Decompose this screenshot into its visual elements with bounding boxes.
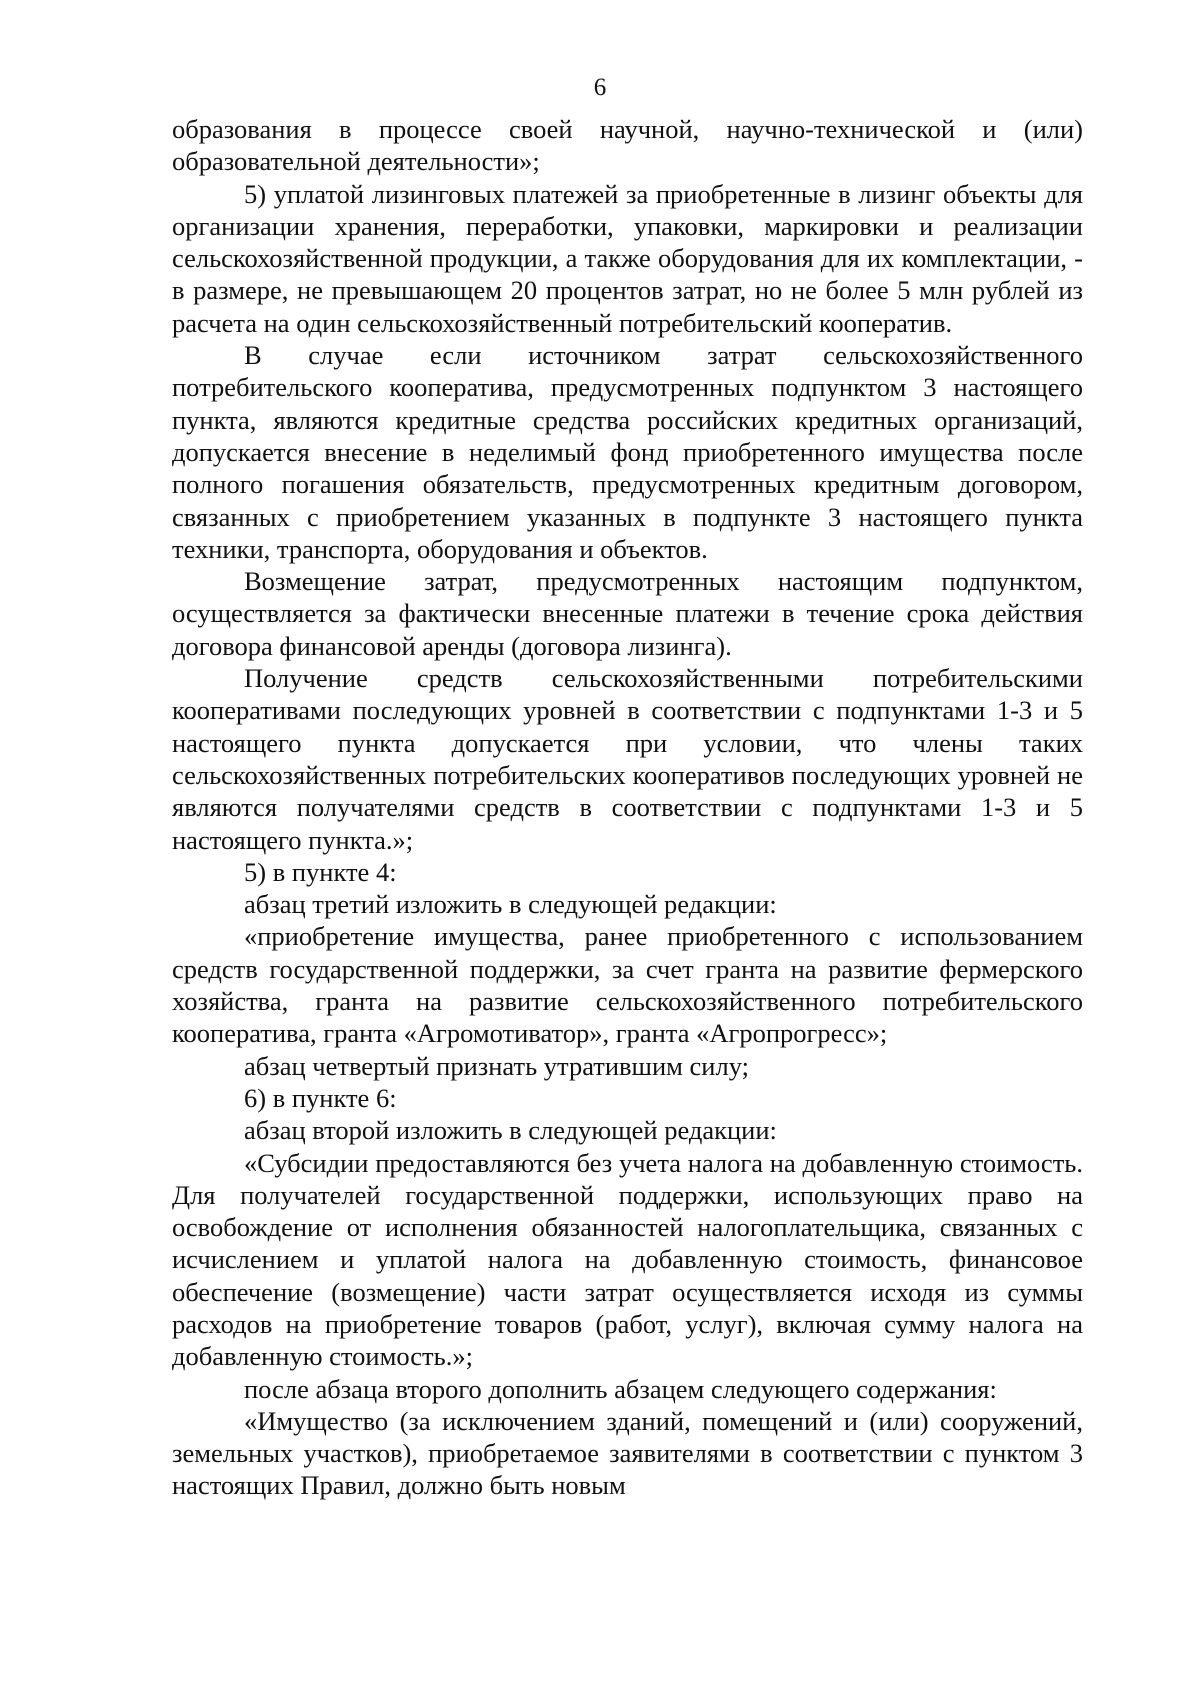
page-number: 6	[593, 74, 607, 101]
paragraph-cost-reimbursement: Возмещение затрат, предусмотренных настоящим подпунктом, осуществляется за фактически внесенные платежи в течение срока действия договора финансовой аренды (договора лизинга).	[172, 566, 1083, 661]
paragraph-second-abzac: абзац второй изложить в следующей редакции:	[244, 1115, 777, 1146]
paragraph-item-6: 6) в пункте 6:	[244, 1082, 397, 1113]
paragraph-add-abzac: после абзаца второго дополнить абзацем следующего содержания:	[244, 1373, 997, 1404]
paragraph-credit-funds: В случае если источником затрат сельскохозяйственного потребительского кооператива, предусмотренных подпунктом 3 настоящего пункта, являются кредитные средства российских кредитных организаций, допускается внесение в неделимый фонд приобретенного имущества после полного погашения обязательств, предусмотренных кредитным договором, связанных с приобретением указанных в подпункте 3 настоящего пункта техники, транспорта, оборудования и объектов.	[172, 340, 1083, 564]
paragraph-continuation: образования в процессе своей научной, научно-технической и (или) образовательной деятельности»;	[172, 114, 1083, 177]
paragraph-leasing-payments: 5) уплатой лизинговых платежей за приобретенные в лизинг объекты для организации хранения, переработки, упаковки, маркировки и реализации сельскохозяйственной продукции, а также оборудования для их комплектации, - в размере, не превышающем 20 процентов затрат, но не более 5 млн рублей из расчета на один сельскохозяйственный потребительский кооператив.	[172, 178, 1083, 338]
document-body	[172, 113, 1083, 1502]
paragraph-property-acquisition: «приобретение имущества, ранее приобретенного с использованием средств государственной поддержки, за счет гранта на развитие фермерского хозяйства, гранта на развитие сельскохозяйственного потребительского кооператива, гранта «Агромотиватор», гранта «Агропрогресс»;	[172, 921, 1083, 1049]
paragraph-property-new: «Имущество (за исключением зданий, помещений и (или) сооружений, земельных участков), приобретаемое заявителями в соответствии с пунктом 3 настоящих Правил, должно быть новым	[172, 1405, 1083, 1501]
paragraph-fourth-abzac: абзац четвертый признать утратившим силу;	[244, 1050, 749, 1081]
paragraph-third-abzac: абзац третий изложить в следующей редакции:	[244, 889, 777, 920]
paragraph-subsidies-vat: «Субсидии предоставляются без учета налога на добавленную стоимость. Для получателей государственной поддержки, использующих право на освобождение от исполнения обязанностей налогоплательщика, связанных с исчислением и уплатой налога на добавленную стоимость, финансовое обеспечение (возмещение) части затрат осуществляется исходя из суммы расходов на приобретение товаров (работ, услуг), включая сумму налога на добавленную стоимость.»;	[172, 1147, 1083, 1372]
paragraph-next-level-cooperatives: Получение средств сельскохозяйственными потребительскими кооперативами последующих уровней в соответствии с подпунктами 1-3 и 5 настоящего пункта допускается при условии, что члены таких сельскохозяйственных потребительских кооперативов последующих уровней не являются получателями средств в соответствии с подпунктами 1-3 и 5 настоящего пункта.»;	[172, 663, 1083, 855]
paragraph-item-4: 5) в пункте 4:	[244, 856, 397, 887]
